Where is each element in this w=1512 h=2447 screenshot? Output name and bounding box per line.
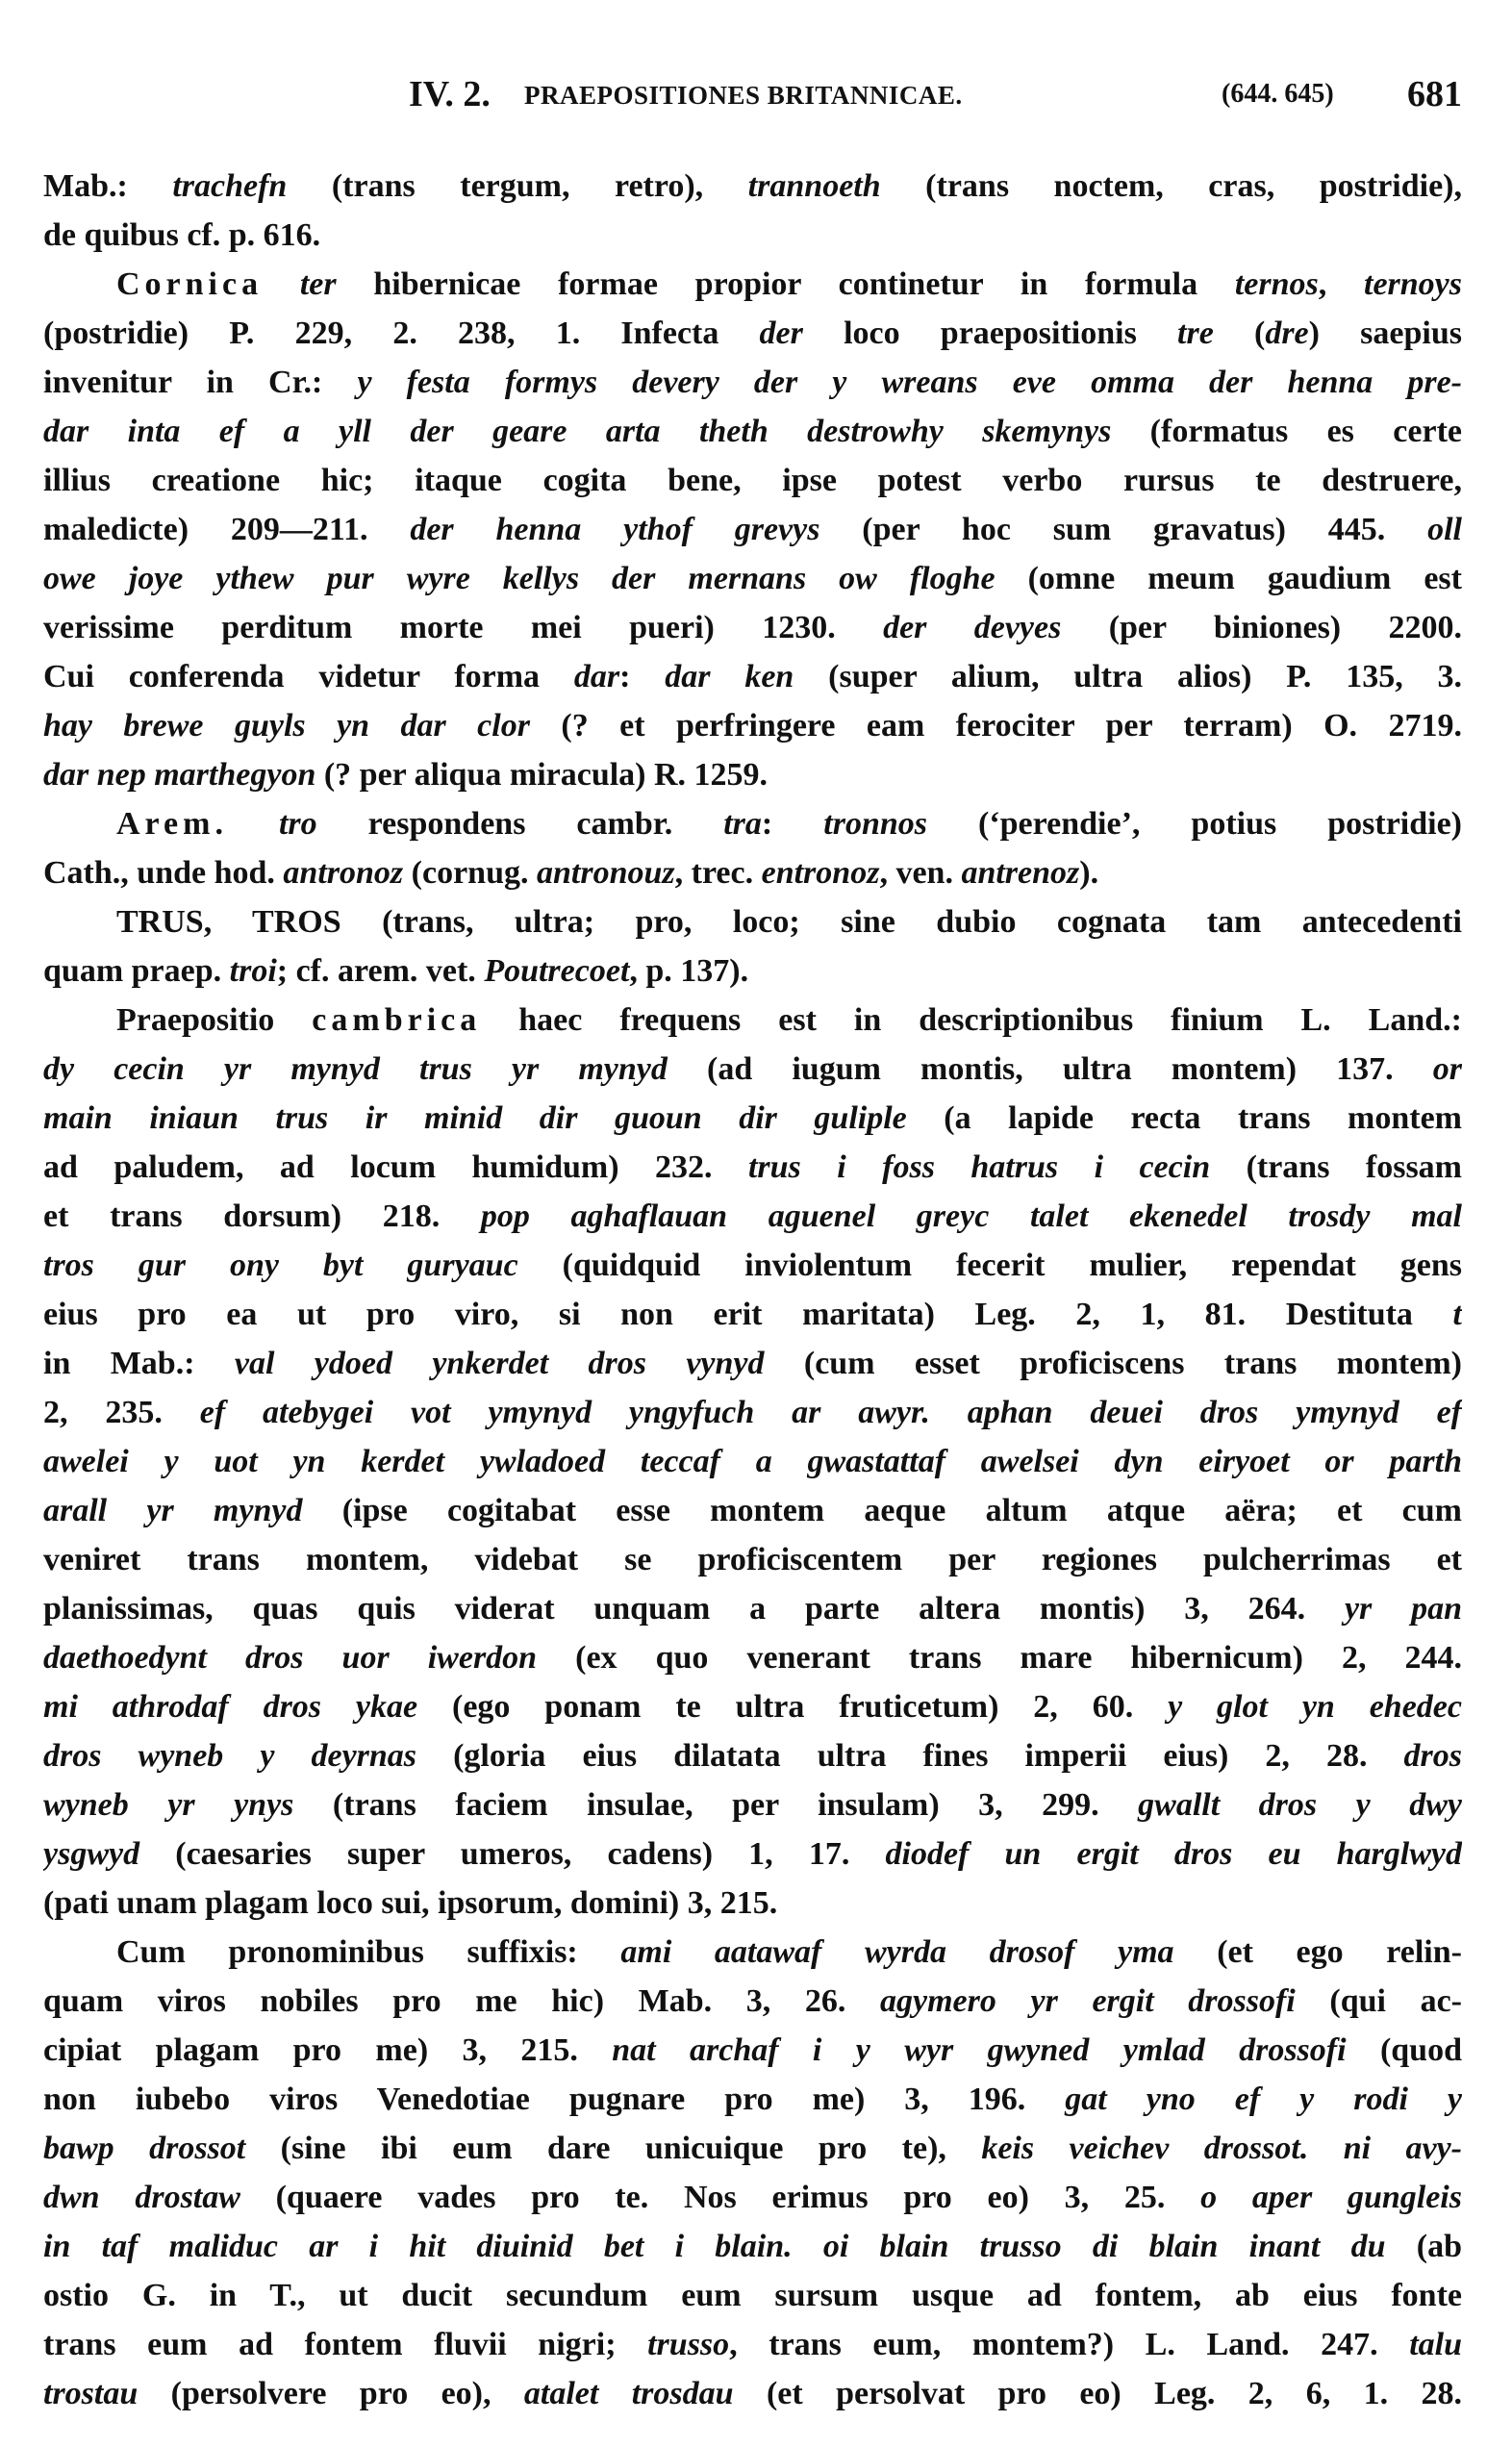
italic-term: dwn drostaw xyxy=(43,2180,240,2215)
text-run: (quod xyxy=(1346,2032,1462,2068)
text-line xyxy=(43,1045,1462,1094)
text-run: Mab.: xyxy=(43,168,173,204)
italic-term: pop aghaflauan aguenel greyc talet ekenedel trosdy mal xyxy=(480,1198,1462,1234)
text-line xyxy=(43,946,1462,996)
text-run: de quibus cf. p. 616. xyxy=(43,217,321,253)
text-run: (quaere vades pro te. Nos erimus pro eo) 3, 25. xyxy=(239,2180,1201,2215)
text-run: non iubebo viros Venedotiae pugnare pro me) 3, 196. xyxy=(43,2081,1066,2117)
spaced-term: Arem. xyxy=(116,806,228,842)
text-run: (super alium, ultra alios) P. 135, 3. xyxy=(794,659,1462,694)
text-line xyxy=(43,1290,1462,1339)
text-line xyxy=(43,848,1462,897)
italic-term: dar inta ef a yll der geare arta theth destrowhy skemynys xyxy=(43,414,1112,449)
text-line xyxy=(43,1928,1462,1977)
page-number: 681 xyxy=(1407,74,1462,114)
text-run: , p. 137). xyxy=(629,953,749,989)
text-line xyxy=(43,603,1462,652)
text-line xyxy=(43,554,1462,603)
italic-term: trachefn xyxy=(172,168,288,204)
paragraph-refs: (644. 645) xyxy=(1222,79,1334,109)
text-run: , trans eum, montem?) L. Land. 247. xyxy=(729,2327,1410,2362)
italic-term: ter xyxy=(299,266,337,302)
text-line xyxy=(43,260,1462,309)
text-run: ostio G. in T., ut ducit secundum eum sursum usque ad fontem, ab eius fonte xyxy=(43,2278,1462,2313)
italic-term: atalet trosdau xyxy=(523,2376,734,2411)
italic-term: y festa formys devery der y wreans eve omma der henna pre- xyxy=(357,365,1462,400)
text-line xyxy=(43,2222,1462,2271)
text-line xyxy=(43,897,1462,946)
text-run: quam viros nobiles pro me hic) Mab. 3, 26. xyxy=(43,1983,881,2019)
italic-term: ami aatawaf wyrda drosof yma xyxy=(620,1934,1174,1970)
text-run: Cui conferenda videtur forma xyxy=(43,659,574,694)
text-run: Cath., unde hod. xyxy=(43,855,284,891)
text-line xyxy=(43,1192,1462,1241)
text-line xyxy=(43,652,1462,701)
spaced-term: cambrica xyxy=(312,1002,482,1038)
text-line xyxy=(43,1731,1462,1780)
italic-term: dre xyxy=(1265,315,1309,351)
italic-term: ternoys xyxy=(1364,266,1462,302)
italic-term: talu xyxy=(1409,2327,1462,2362)
text-run: haec frequens est in descriptionibus finium L. Land.: xyxy=(481,1002,1462,1038)
italic-term: Poutrecoet xyxy=(484,953,630,989)
text-run: illius creatione hic; itaque cogita bene, ipse potest verbo rursus te destruere, xyxy=(43,463,1462,498)
text-line xyxy=(43,2026,1462,2075)
text-run: hibernicae formae propior continetur in formula xyxy=(336,266,1235,302)
text-run: , ven. xyxy=(879,855,962,891)
text-line xyxy=(43,799,1462,848)
text-run: (cum esset proficiscens trans montem) xyxy=(764,1346,1462,1381)
italic-term: diodef un ergit dros eu harglwyd xyxy=(885,1836,1462,1872)
text-run: verissime perditum morte mei pueri) 1230. xyxy=(43,610,884,645)
italic-term: yr pan xyxy=(1344,1591,1462,1627)
italic-term: bawp drossot xyxy=(43,2131,246,2166)
italic-term: tronnos xyxy=(823,806,927,842)
text-run: Cum pronominibus suffixis: xyxy=(116,1934,621,1970)
text-run: (cornug. xyxy=(403,855,537,891)
text-line xyxy=(43,701,1462,750)
italic-term: antrenoz xyxy=(961,855,1080,891)
text-line xyxy=(43,1339,1462,1388)
text-run: 2, 235. xyxy=(43,1395,200,1430)
text-line xyxy=(43,407,1462,456)
text-run: (ad iugum montis, ultra montem) 137. xyxy=(667,1051,1433,1087)
text-line xyxy=(43,1143,1462,1192)
text-run: (et ego relin- xyxy=(1173,1934,1462,1970)
text-line xyxy=(43,1535,1462,1584)
text-line xyxy=(43,162,1462,211)
text-run: planissimas, quas quis viderat unquam a parte altera montis) 3, 264. xyxy=(43,1591,1345,1627)
italic-term: o aper gungleis xyxy=(1200,2180,1462,2215)
italic-term: tra xyxy=(723,806,762,842)
italic-term: awelei y uot yn kerdet ywladoed teccaf a gwastattaf awelsei dyn eiryoet or parth xyxy=(43,1444,1462,1479)
text-run: veniret trans montem, videbat se proficiscentem per regiones pulcherrimas et xyxy=(43,1542,1462,1577)
text-run: ; cf. arem. vet. xyxy=(276,953,485,989)
italic-term: dros wyneb y deyrnas xyxy=(43,1738,417,1774)
text-line xyxy=(43,2124,1462,2173)
italic-term: arall yr mynyd xyxy=(43,1493,303,1528)
text-run: (per biniones) 2200. xyxy=(1061,610,1462,645)
text-line xyxy=(43,1437,1462,1486)
text-run: in Mab.: xyxy=(43,1346,235,1381)
text-run: cipiat plagam pro me) 3, 215. xyxy=(43,2032,613,2068)
text-run: (? per aliqua miracula) R. 1259. xyxy=(315,757,769,793)
text-run: (caesaries super umeros, cadens) 1, 17. xyxy=(139,1836,886,1872)
text-run: TRUS, TROS (trans, ultra; pro, loco; sine dubio cognata tam antecedenti xyxy=(116,904,1462,940)
italic-term: hay brewe guyls yn dar clor xyxy=(43,708,530,744)
italic-term: tros gur ony byt guryauc xyxy=(43,1248,518,1283)
italic-term: keis veichev drossot. ni avy- xyxy=(981,2131,1462,2166)
italic-term: dar ken xyxy=(665,659,794,694)
text-run: loco praepositionis xyxy=(802,315,1178,351)
italic-term: main iniaun trus ir minid dir guoun dir guliple xyxy=(43,1100,907,1136)
italic-term: antronoz xyxy=(283,855,404,891)
text-line xyxy=(43,505,1462,554)
text-line xyxy=(43,1829,1462,1879)
text-run: ). xyxy=(1079,855,1099,891)
text-run: Praepositio xyxy=(116,1002,313,1038)
text-run: (qui ac- xyxy=(1295,1983,1462,2019)
text-run: (sine ibi eum dare unicuique pro te), xyxy=(245,2131,982,2166)
text-run: (trans noctem, cras, postridie), xyxy=(880,168,1462,204)
text-run: (persolvere pro eo), xyxy=(138,2376,524,2411)
section-number: IV. 2. xyxy=(409,74,491,114)
italic-term: oll xyxy=(1427,512,1462,547)
text-run: et trans dorsum) 218. xyxy=(43,1198,481,1234)
text-run: (ab xyxy=(1385,2229,1462,2264)
text-run: maledicte) 209—211. xyxy=(43,512,411,547)
text-line xyxy=(43,750,1462,799)
text-line xyxy=(43,358,1462,407)
text-run: , trec. xyxy=(674,855,762,891)
text-line xyxy=(43,2320,1462,2369)
italic-term: entronoz xyxy=(761,855,880,891)
text-run: , xyxy=(1318,266,1364,302)
italic-term: trostau xyxy=(43,2376,139,2411)
text-line xyxy=(43,1584,1462,1633)
text-run: (gloria eius dilatata ultra fines imperii eius) 2, 28. xyxy=(416,1738,1404,1774)
text-line xyxy=(43,1977,1462,2026)
text-run: (trans faciem insulae, per insulam) 3, 299. xyxy=(293,1787,1139,1823)
text-line xyxy=(43,2075,1462,2124)
italic-term: tre xyxy=(1177,315,1214,351)
italic-term: antronouz xyxy=(536,855,675,891)
text-line xyxy=(43,2369,1462,2418)
text-run: invenitur in Cr.: xyxy=(43,365,358,400)
italic-term: agymero yr ergit drossofi xyxy=(880,1983,1296,2019)
text-run: ( xyxy=(1213,315,1266,351)
text-run: (per hoc sum gravatus) 445. xyxy=(819,512,1428,547)
italic-term: t xyxy=(1452,1297,1462,1332)
text-run: : xyxy=(619,659,666,694)
text-run xyxy=(228,806,279,842)
text-run: respondens cambr. xyxy=(316,806,724,842)
text-line xyxy=(43,211,1462,260)
text-run: (omne meum gaudium est xyxy=(995,561,1462,596)
text-line xyxy=(43,996,1462,1045)
text-line xyxy=(43,1879,1462,1928)
text-line xyxy=(43,456,1462,505)
page-body-text xyxy=(43,162,1462,2418)
italic-term: dar nep marthegyon xyxy=(43,757,316,793)
text-line xyxy=(43,1633,1462,1682)
italic-term: owe joye ythew pur wyre kellys der mernans ow floghe xyxy=(43,561,995,596)
running-title: PRAEPOSITIONES BRITANNICAE. xyxy=(524,81,963,110)
italic-term: der henna ythof grevys xyxy=(410,512,820,547)
italic-term: dros xyxy=(1403,1738,1462,1774)
italic-term: trannoeth xyxy=(747,168,881,204)
text-run: eius pro ea ut pro viro, si non erit maritata) Leg. 2, 1, 81. Destituta xyxy=(43,1297,1453,1332)
text-run xyxy=(263,266,300,302)
text-run: (ego ponam te ultra fruticetum) 2, 60. xyxy=(417,1689,1169,1725)
text-line xyxy=(43,2271,1462,2320)
spaced-term: Cornica xyxy=(116,266,264,302)
italic-term: gwallt dros y dwy xyxy=(1138,1787,1462,1823)
text-run: trans eum ad fontem fluvii nigri; xyxy=(43,2327,648,2362)
italic-term: wyneb yr ynys xyxy=(43,1787,294,1823)
text-run: (? et perfringere eam ferociter per terram) O. 2719. xyxy=(529,708,1462,744)
text-line xyxy=(43,1486,1462,1535)
text-run: (et persolvat pro eo) Leg. 2, 6, 1. 28. xyxy=(733,2376,1462,2411)
italic-term: ternos xyxy=(1234,266,1319,302)
italic-term: nat archaf i y wyr gwyned ymlad drossofi xyxy=(612,2032,1347,2068)
italic-term: mi athrodaf dros ykae xyxy=(43,1689,418,1725)
italic-term: dar xyxy=(573,659,620,694)
text-line xyxy=(43,1094,1462,1143)
text-line xyxy=(43,1780,1462,1829)
text-run: ad paludem, ad locum humidum) 232. xyxy=(43,1149,748,1185)
text-run: ) saepius xyxy=(1308,315,1462,351)
text-run: (trans fossam xyxy=(1210,1149,1462,1185)
italic-term: ef atebygei vot ymynyd yngyfuch ar awyr. aphan deuei dros ymynyd ef xyxy=(199,1395,1462,1430)
italic-term: or xyxy=(1432,1051,1462,1087)
italic-term: ysgwyd xyxy=(43,1836,140,1872)
text-run: (pati unam plagam loco sui, ipsorum, domini) 3, 215. xyxy=(43,1885,778,1921)
text-line xyxy=(43,309,1462,358)
italic-term: trus i foss hatrus i cecin xyxy=(747,1149,1211,1185)
text-run: (formatus es certe xyxy=(1111,414,1462,449)
text-run: (ex quo venerant trans mare hibernicum) 2, 244. xyxy=(537,1640,1462,1676)
italic-term: trusso xyxy=(647,2327,730,2362)
running-header xyxy=(409,73,1462,121)
text-run: (‘perendie’, potius postridie) xyxy=(927,806,1462,842)
italic-term: troi xyxy=(229,953,277,989)
text-run: (postridie) P. 229, 2. 238, 1. Infecta xyxy=(43,315,760,351)
text-line xyxy=(43,1682,1462,1731)
text-line xyxy=(43,2173,1462,2222)
italic-term: y glot yn ehedec xyxy=(1168,1689,1462,1725)
text-run: (trans tergum, retro), xyxy=(287,168,748,204)
text-run: (a lapide recta trans montem xyxy=(906,1100,1462,1136)
text-line xyxy=(43,1388,1462,1437)
text-run: quam praep. xyxy=(43,953,230,989)
italic-term: dy cecin yr mynyd trus yr mynyd xyxy=(43,1051,668,1087)
italic-term: tro xyxy=(278,806,317,842)
italic-term: der xyxy=(759,315,803,351)
italic-term: val ydoed ynkerdet dros vynyd xyxy=(234,1346,765,1381)
text-line xyxy=(43,1241,1462,1290)
text-run: : xyxy=(761,806,824,842)
text-run: (ipse cogitabat esse montem aeque altum atque aëra; et cum xyxy=(302,1493,1462,1528)
text-run: (quidquid inviolentum fecerit mulier, rependat gens xyxy=(517,1248,1462,1283)
italic-term: daethoedynt dros uor iwerdon xyxy=(43,1640,538,1676)
italic-term: gat yno ef y rodi y xyxy=(1065,2081,1462,2117)
italic-term: der devyes xyxy=(883,610,1062,645)
italic-term: in taf maliduc ar i hit diuinid bet i blain. oi blain trusso di blain inant du xyxy=(43,2229,1386,2264)
